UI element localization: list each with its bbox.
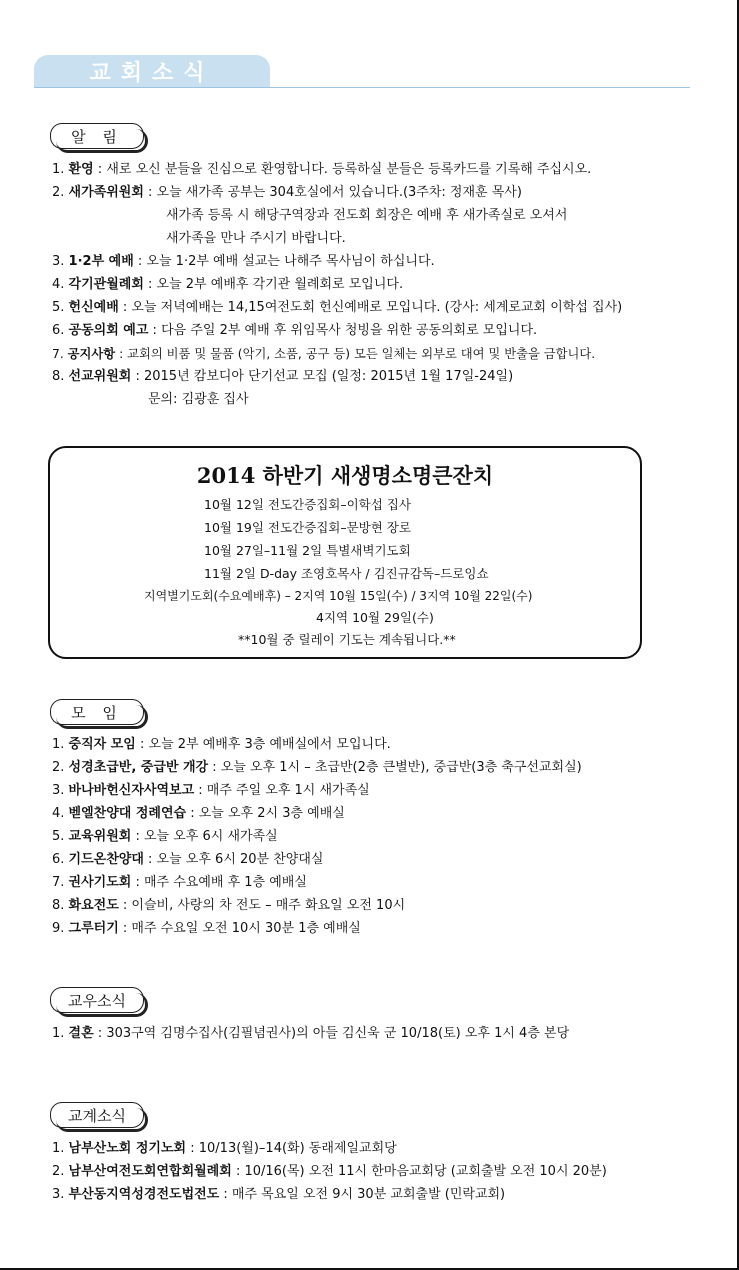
- meeting-item-2: 2. 성경초급반, 중급반 개강 : 오늘 오후 1시 – 초급반(2층 큰별반), 중급반(3층 축구선교회실): [52, 760, 582, 775]
- denomination-news-item-3: 3. 부산동지역성경전도법전도 : 매주 목요일 오전 9시 30분 교회출발 (민락교회): [52, 1187, 506, 1202]
- notice-item-5: 5. 헌신예배 : 오늘 저녁예배는 14,15여전도회 헌신예배로 모입니다. (강사: 세계로교회 이학섭 집사): [52, 300, 623, 315]
- event-title: 2014 하반기 새생명소명큰잔치: [196, 463, 494, 488]
- meeting-item-4: 4. 벧엘찬양대 정례연습 : 오늘 오후 2시 3층 예배실: [52, 806, 345, 821]
- notice-item-7: 7. 공지사항 : 교회의 비품 및 물품 (악기, 소품, 공구 등) 모든 일체는 외부로 대여 및 반출을 금합니다.: [52, 347, 596, 361]
- meeting-label: 모 임: [50, 699, 144, 725]
- notice-label: 알 림: [50, 123, 144, 149]
- members-news-label: 교우소식: [50, 987, 144, 1013]
- meeting-item-5: 5. 교육위원회 : 오늘 오후 6시 새가족실: [52, 829, 278, 844]
- meeting-item-9: 9. 그루터기 : 매주 수요일 오전 10시 30분 1층 예배실: [52, 921, 361, 936]
- notice-item-1: 1. 환영 : 새로 오신 분들을 진심으로 환영합니다. 등록하실 분들은 등록카드를 기록해 주십시오.: [52, 162, 592, 177]
- notice-item-8: 8. 선교위원회 : 2015년 캄보디아 단기선교 모집 (일정: 2015년 1월 17일-24일): [52, 369, 514, 384]
- denomination-news-label: 교계소식: [50, 1102, 144, 1128]
- event-line-1: 10월 12일 전도간증집회–이학섭 집사: [204, 497, 411, 512]
- event-line-5: 지역별기도회(수요예배후) – 2지역 10월 15일(수) / 3지역 10월 22일(수): [144, 589, 533, 603]
- event-line-6: 4지역 10월 29일(수): [316, 610, 434, 625]
- notice-item-2-cont-2: 새가족을 만나 주시기 바랍니다.: [166, 231, 346, 246]
- meeting-item-3: 3. 바나바헌신자사역보고 : 매주 주일 오후 1시 새가족실: [52, 783, 370, 798]
- notice-item-8-cont: 문의: 김광훈 집사: [148, 392, 249, 407]
- meeting-item-1: 1. 중직자 모임 : 오늘 2부 예배후 3층 예배실에서 모입니다.: [52, 737, 391, 752]
- members-news-item-1: 1. 결혼 : 303구역 김명수집사(김필념권사)의 아들 김신욱 군 10/18(토) 오후 1시 4층 본당: [52, 1026, 570, 1041]
- denomination-news-item-1: 1. 남부산노회 정기노회 : 10/13(월)–14(화) 동래제일교회당: [52, 1141, 397, 1156]
- event-box: [48, 446, 642, 659]
- event-line-4: 11월 2일 D-day 조영호목사 / 김진규감독–드로잉쇼: [204, 566, 489, 581]
- event-line-3: 10월 27일–11월 2일 특별새벽기도회: [204, 543, 411, 558]
- meeting-item-7: 7. 권사기도회 : 매주 수요예배 후 1층 예배실: [52, 875, 307, 890]
- notice-item-4: 4. 각기관월례회 : 오늘 2부 예배후 각기관 월례회로 모입니다.: [52, 277, 404, 292]
- notice-item-2-cont-1: 새가족 등록 시 해당구역장과 전도회 회장은 예배 후 새가족실로 오셔서: [166, 208, 568, 223]
- meeting-item-8: 8. 화요전도 : 이슬비, 사랑의 차 전도 – 매주 화요일 오전 10시: [52, 898, 406, 913]
- event-line-2: 10월 19일 전도간증집회–문방현 장로: [204, 520, 411, 535]
- header-divider: [34, 87, 690, 88]
- section-header-tab: [34, 55, 270, 88]
- notice-item-2: 2. 새가족위원회 : 오늘 새가족 공부는 304호실에서 있습니다.(3주차: 정재훈 목사): [52, 185, 522, 200]
- meeting-item-6: 6. 기드온찬양대 : 오늘 오후 6시 20분 찬양대실: [52, 852, 324, 867]
- event-line-7: **10월 중 릴레이 기도는 계속됩니다.**: [238, 632, 456, 647]
- denomination-news-item-2: 2. 남부산여전도회연합회월례회 : 10/16(목) 오전 11시 한마음교회당 (교회출발 오전 10시 20분): [52, 1164, 607, 1179]
- notice-item-3: 3. 1·2부 예배 : 오늘 1·2부 예배 설교는 나해주 목사님이 하십니다.: [52, 254, 435, 269]
- section-header-title: 교회소식: [89, 61, 215, 86]
- notice-item-6: 6. 공동의회 예고 : 다음 주일 2부 예배 후 위임목사 청빙을 위한 공동의회로 모입니다.: [52, 323, 538, 338]
